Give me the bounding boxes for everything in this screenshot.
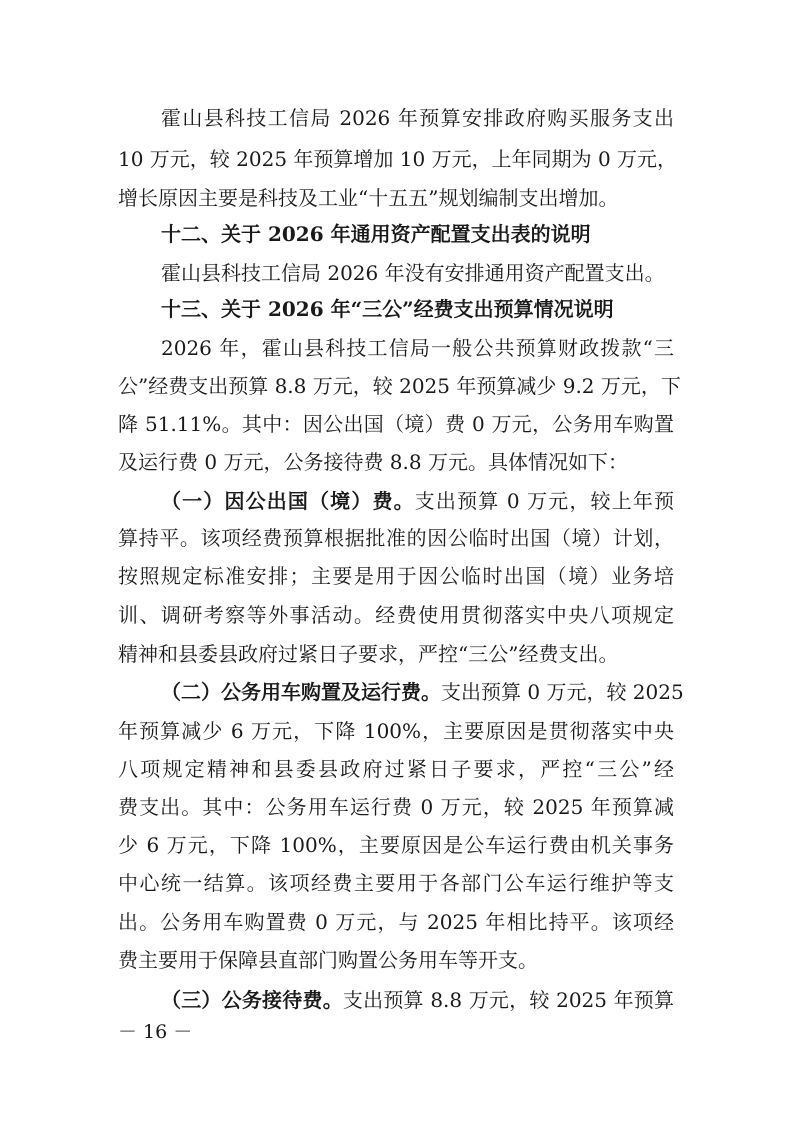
subsection-heading-1: （一）因公出国（境）费。: [161, 489, 415, 513]
page-number: － 16 －: [118, 1021, 193, 1043]
body-text-line: 10 万元，较 2025 年预算增加 10 万元，上年同期为 0 万元，: [118, 147, 678, 171]
subsection-line-3: [161, 986, 674, 1014]
body-text-line: 八项规定精神和县委县政府过紧日子要求，严控“三公”经: [118, 757, 674, 781]
body-text-line: 训、调研考察等外事活动。经费使用贯彻落实中央八项规定: [118, 603, 674, 627]
subsection-line-2: [161, 678, 684, 706]
body-text-line: 少 6 万元，下降 100%，主要原因是公车运行费由机关事务: [118, 833, 674, 857]
body-text-line: 霍山县科技工信局 2026 年预算安排政府购买服务支出: [161, 106, 674, 130]
body-text-line: 按照规定标准安排；主要是用于因公临时出国（境）业务培: [118, 564, 674, 588]
body-text-line: 公”经费支出预算 8.8 万元，较 2025 年预算减少 9.2 万元，下: [118, 374, 681, 398]
body-text-line: 及运行费 0 万元，公务接待费 8.8 万元。具体情况如下：: [118, 450, 628, 474]
body-text-line: 费支出。其中：公务用车运行费 0 万元，较 2025 年预算减: [118, 795, 674, 819]
body-text-line: 降 51.11%。其中：因公出国（境）费 0 万元，公务用车购置: [118, 412, 674, 436]
body-text-line: 年预算减少 6 万元，下降 100%，主要原因是贯彻落实中央: [118, 719, 674, 743]
section-heading-12: 十二、关于 2026 年通用资产配置支出表的说明: [161, 222, 591, 246]
body-text-line: 算持平。该项经费预算根据批准的因公临时出国（境）计划，: [118, 526, 674, 550]
body-text-line: 2026 年，霍山县科技工信局一般公共预算财政拨款“三: [161, 336, 674, 360]
body-text-line: 霍山县科技工信局 2026 年没有安排通用资产配置支出。: [161, 261, 665, 285]
subsection-line-1: [161, 487, 674, 515]
body-text-line: 增长原因主要是科技及工业“十五五”规划编制支出增加。: [118, 186, 619, 210]
body-text-line: 中心统一结算。该项经费主要用于各部门公车运行维护等支: [118, 871, 674, 895]
subsection-text: 支出预算 8.8 万元，较 2025 年预算: [342, 988, 674, 1012]
body-text-line: 出。公务用车购置费 0 万元，与 2025 年相比持平。该项经: [118, 910, 674, 934]
section-heading-13: 十三、关于 2026 年“三公”经费支出预算情况说明: [161, 297, 614, 321]
subsection-text: 支出预算 0 万元，较 2025: [441, 680, 684, 704]
subsection-heading-2: （二）公务用车购置及运行费。: [161, 680, 441, 704]
body-text-line: 费主要用于保障县直部门购置公务用车等开支。: [118, 948, 538, 972]
subsection-text: 支出预算 0 万元，较上年预: [414, 489, 674, 513]
body-text-line: 精神和县委县政府过紧日子要求，严控“三公”经费支出。: [118, 642, 619, 666]
subsection-heading-3: （三）公务接待费。: [161, 988, 343, 1012]
